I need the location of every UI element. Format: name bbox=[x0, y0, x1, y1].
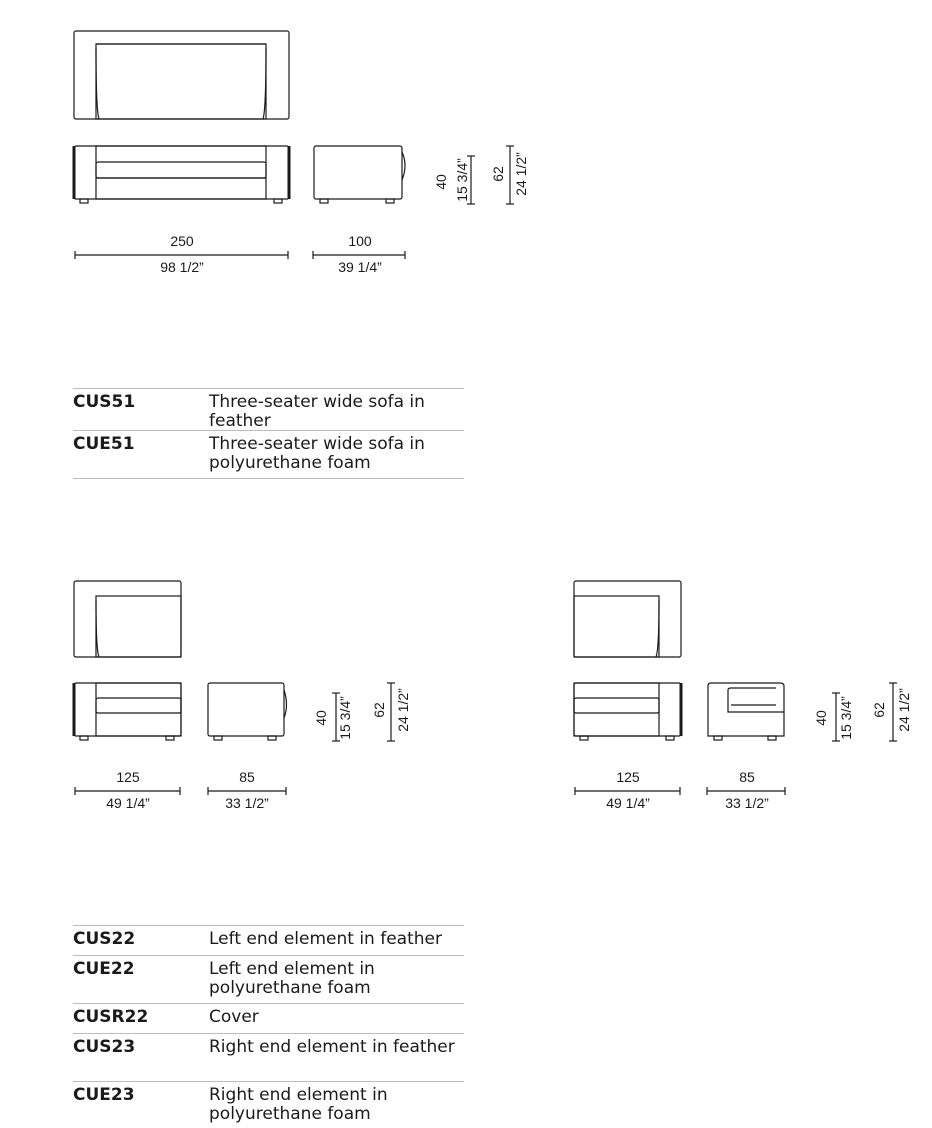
product-description: Right end element in feather bbox=[209, 1037, 455, 1057]
right-end-side-view bbox=[708, 683, 784, 740]
table-row bbox=[73, 1004, 464, 1034]
product-description: Right end element in polyurethane foam bbox=[209, 1085, 388, 1124]
table-row bbox=[73, 956, 464, 1004]
sofa-front-view bbox=[74, 146, 289, 203]
sofa-height-in: 24 1/2” bbox=[513, 152, 529, 196]
right-end-height-in: 24 1/2” bbox=[896, 688, 912, 732]
sofa-depth-cm: 100 bbox=[348, 233, 372, 249]
product-code: CUE22 bbox=[73, 959, 135, 979]
left-end-front-view bbox=[74, 683, 181, 740]
product-code: CUS22 bbox=[73, 929, 136, 949]
product-description: Three-seater wide sofa in polyurethane foam bbox=[209, 434, 425, 473]
left-end-seat-cm: 40 bbox=[313, 710, 329, 726]
right-end-depth-in: 33 1/2” bbox=[725, 795, 769, 811]
left-end-width-in: 49 1/4” bbox=[106, 795, 150, 811]
sofa-seat-cm: 40 bbox=[433, 174, 449, 190]
left-end-height-dimension bbox=[387, 683, 395, 741]
sofa-depth-dimension bbox=[313, 251, 405, 259]
sofa-height-cm: 62 bbox=[490, 166, 506, 182]
right-end-depth-cm: 85 bbox=[739, 769, 755, 785]
left-end-depth-cm: 85 bbox=[239, 769, 255, 785]
product-description: Left end element in polyurethane foam bbox=[209, 959, 375, 998]
product-code: CUSR22 bbox=[73, 1007, 149, 1027]
left-end-side-view bbox=[208, 683, 287, 740]
right-end-seat-in: 15 3/4” bbox=[838, 696, 854, 740]
table-row bbox=[73, 431, 464, 479]
product-code: CUE23 bbox=[73, 1085, 135, 1105]
sofa-code-table bbox=[73, 388, 464, 479]
left-end-width-dimension bbox=[75, 787, 180, 795]
right-end-front-view bbox=[574, 683, 681, 740]
sofa-width-dimension bbox=[75, 251, 288, 259]
product-code: CUS51 bbox=[73, 392, 136, 412]
product-description: Left end element in feather bbox=[209, 929, 442, 949]
product-description: Cover bbox=[209, 1007, 259, 1027]
sofa-top-view bbox=[74, 31, 289, 119]
table-row bbox=[73, 1082, 464, 1126]
sofa-seat-in: 15 3/4” bbox=[454, 158, 470, 202]
right-end-top-view bbox=[574, 581, 681, 657]
left-end-top-view bbox=[74, 581, 181, 657]
right-end-width-dimension bbox=[575, 787, 680, 795]
right-end-width-in: 49 1/4” bbox=[606, 795, 650, 811]
left-end-height-cm: 62 bbox=[371, 702, 387, 718]
table-row bbox=[73, 1034, 464, 1082]
left-end-depth-in: 33 1/2” bbox=[225, 795, 269, 811]
table-row bbox=[73, 926, 464, 956]
product-code: CUS23 bbox=[73, 1037, 136, 1057]
left-end-seat-in: 15 3/4” bbox=[337, 696, 353, 740]
right-end-depth-dimension bbox=[707, 787, 785, 795]
right-end-width-cm: 125 bbox=[616, 769, 640, 785]
sofa-side-view bbox=[314, 146, 405, 203]
sofa-depth-in: 39 1/4” bbox=[338, 259, 382, 275]
sofa-width-cm: 250 bbox=[170, 233, 194, 249]
left-end-height-in: 24 1/2” bbox=[395, 688, 411, 732]
table-row bbox=[73, 389, 464, 431]
product-code: CUE51 bbox=[73, 434, 135, 454]
sofa-width-in: 98 1/2” bbox=[160, 259, 204, 275]
left-end-width-cm: 125 bbox=[116, 769, 140, 785]
right-end-height-cm: 62 bbox=[871, 702, 887, 718]
product-description: Three-seater wide sofa in feather bbox=[209, 392, 425, 431]
right-end-seat-cm: 40 bbox=[813, 710, 829, 726]
end-element-code-table bbox=[73, 925, 464, 1126]
left-end-depth-dimension bbox=[208, 787, 286, 795]
